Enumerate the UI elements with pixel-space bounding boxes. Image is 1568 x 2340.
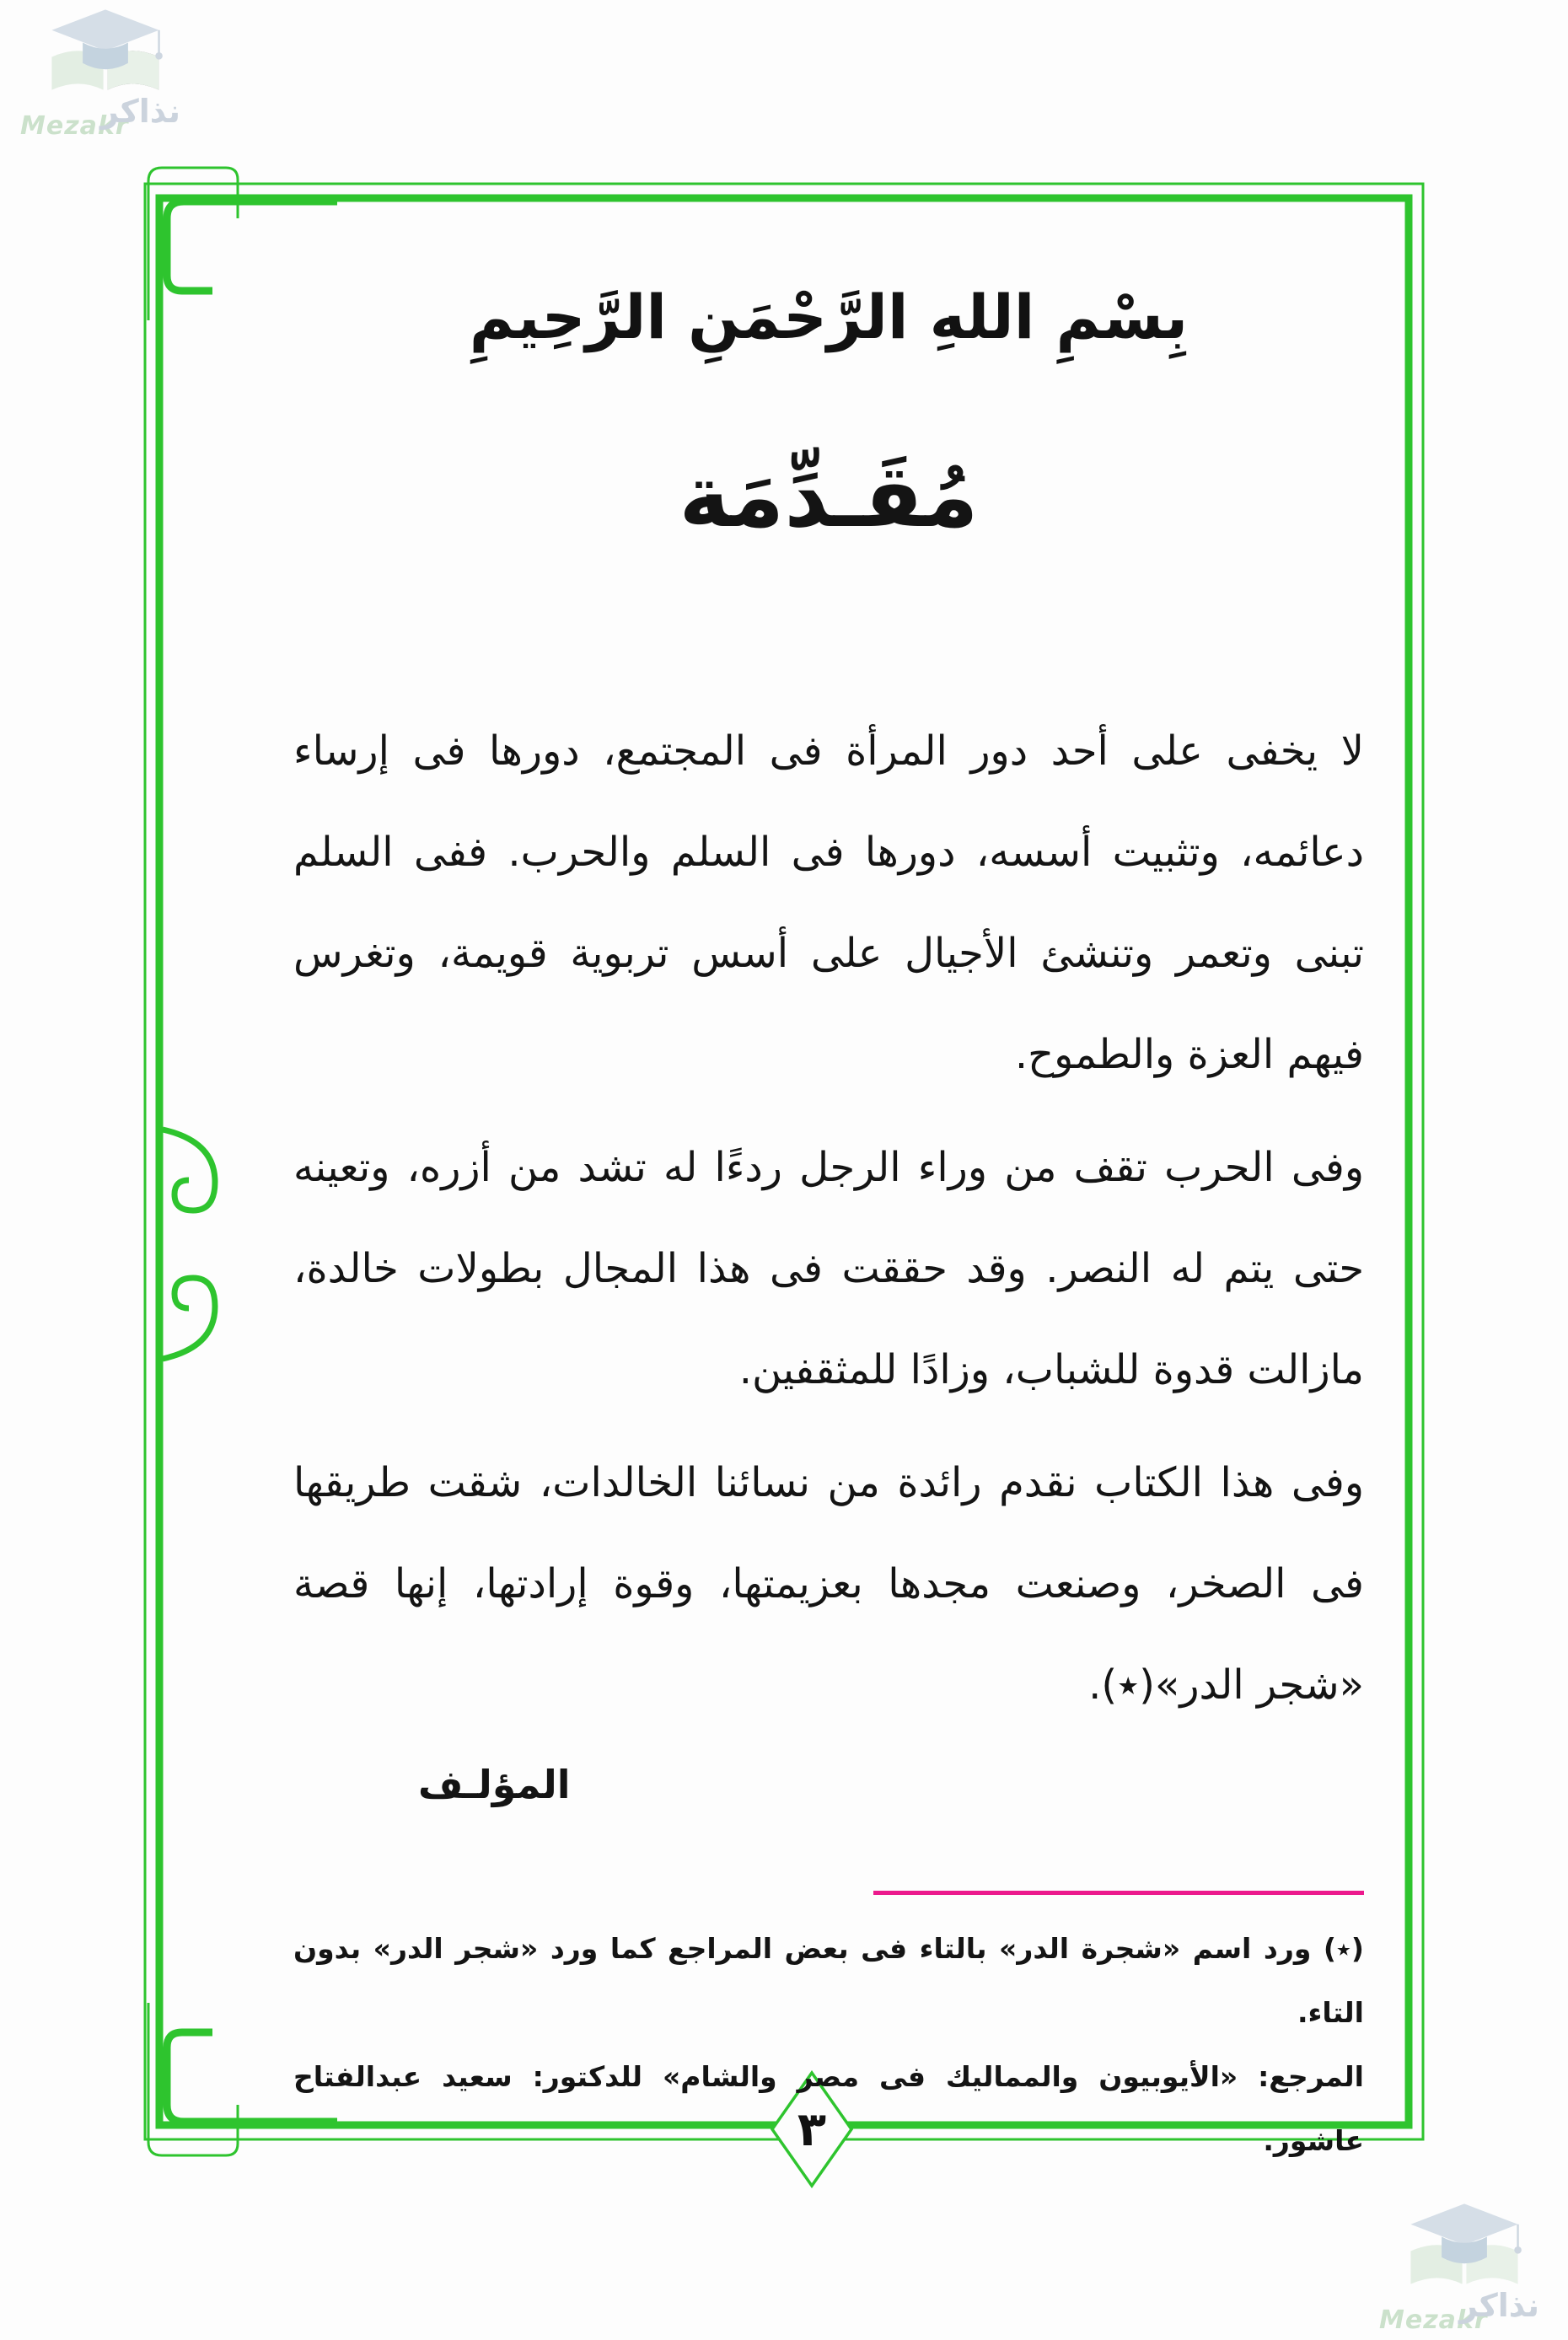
- paragraph-3: وفى هذا الكتاب نقدم رائدة من نسائنا الخالدات، شقت طريقها فى الصخر، وصنعت مجدها بعزيمتها، وقوة إرادتها، إنها قصة «شجر الدر»(٭).: [293, 1459, 1364, 1709]
- footnote-line-1: (٭) ورد اسم «شجرة الدر» بالتاء فى بعض المراجع كما ورد «شجر الدر» بدون التاء.: [293, 1932, 1364, 2030]
- page-number: ٣: [797, 2101, 827, 2157]
- body-text: [293, 700, 1364, 1736]
- chapter-title: مُقَـدِّمَة: [679, 446, 979, 547]
- paragraph-2: وفى الحرب تقف من وراء الرجل ردءًا له تشد من أزره، وتعينه حتى يتم له النصر. وقد حققت فى هذا المجال بطولات خالدة، مازالت قدوة للشباب، وزادًا للمثقفين.: [293, 1144, 1364, 1394]
- watermark-arabic-text: نذاكر: [1459, 2287, 1539, 2324]
- basmala-calligraphy: بِسْمِ اللهِ الرَّحْمَنِ الرَّحِيمِ: [469, 282, 1189, 352]
- watermark-arabic-text: نذاكر: [100, 93, 180, 130]
- page-content: [293, 219, 1364, 2173]
- author-signature: المؤلـف: [418, 1762, 571, 1808]
- watermark-latin-text: Mezakr: [20, 111, 129, 141]
- footnote-line-2: المرجع: «الأيوبيون والمماليك فى مصر والشام» للدكتور: سعيد عبدالفتاح عاشور.: [293, 2060, 1364, 2158]
- paragraph-1: لا يخفى على أحد دور المرأة فى المجتمع، دورها فى إرساء دعائمه، وتثبيت أسسه، دورها فى السلم والحرب. ففى السلم تبنى وتعمر وتنشئ الأجيال على أسس تربوية قويمة، وتغرس فيهم العزة والطموح.: [293, 727, 1364, 1079]
- footnote-separator-line: [873, 1891, 1364, 1895]
- footnotes: [293, 1917, 1364, 2173]
- watermark-latin-text: Mezakr: [1379, 2305, 1488, 2335]
